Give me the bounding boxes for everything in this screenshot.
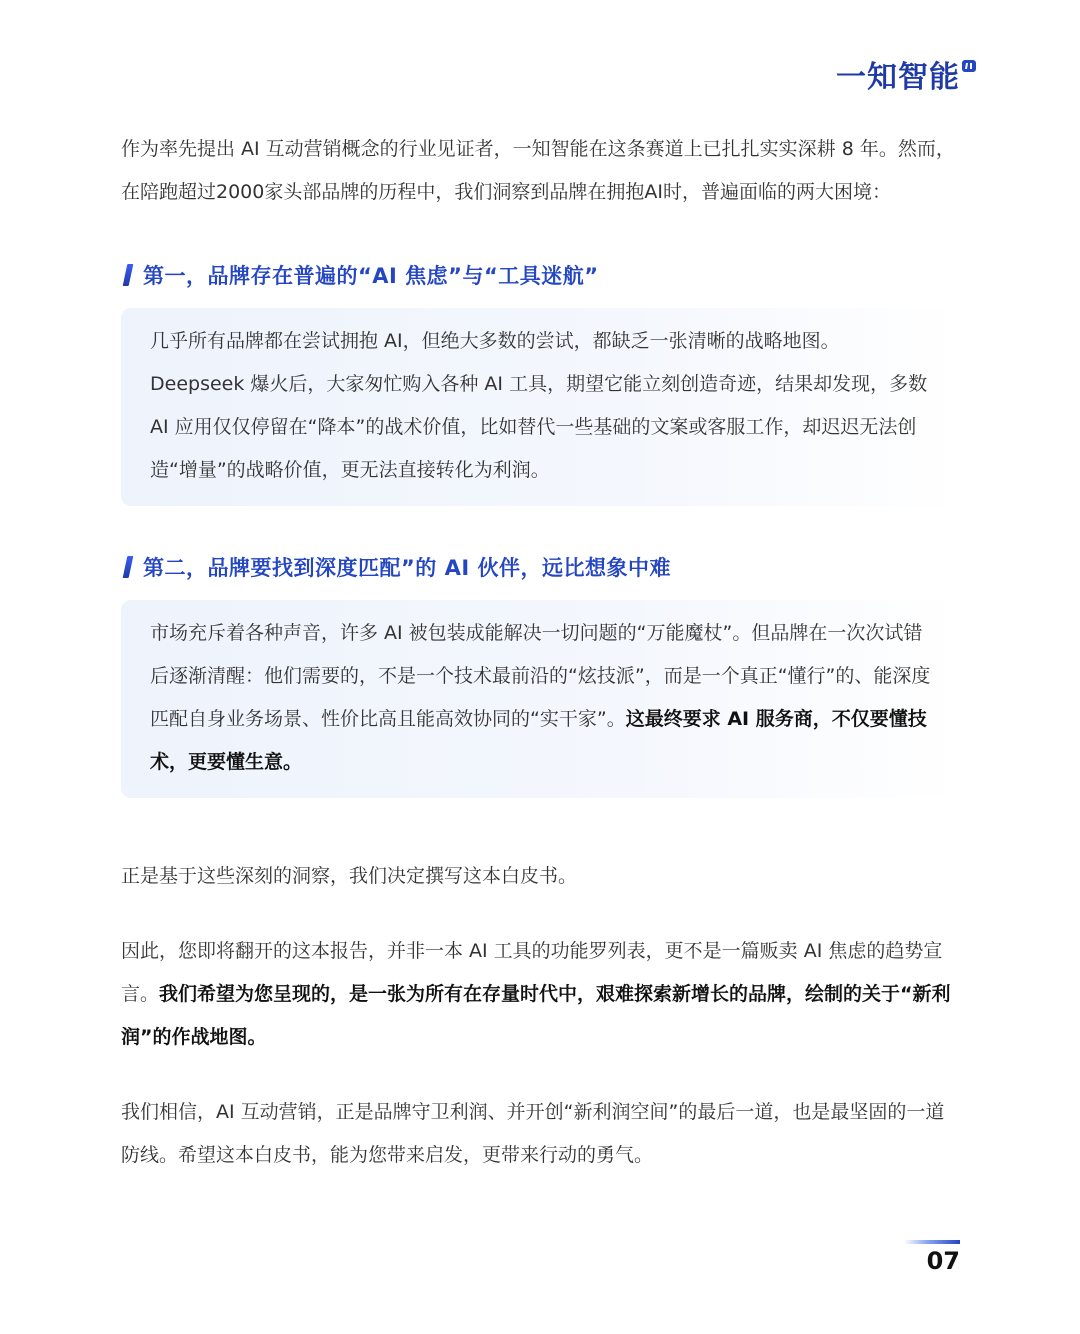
heading-accent-bar bbox=[123, 264, 134, 286]
brand-logo bbox=[836, 58, 976, 98]
section-heading-1 bbox=[121, 260, 961, 290]
heading-accent-bar bbox=[123, 556, 134, 578]
closing-paragraph-2 bbox=[121, 930, 961, 1059]
section-body-1: 几乎所有品牌都在尝试拥抱 AI，但绝大多数的尝试，都缺乏一张清晰的战略地图。Deepseek 爆火后，大家匆忙购入各种 AI 工具，期望它能立刻创造奇迹，结果却发现，多数 AI 应用仅仅停留在“降本”的战术价值，比如替代一些基础的文案或客服工作，却迟迟无法创造“增量”的战略价值，更无法直接转化为利润。 bbox=[150, 330, 928, 481]
section-body-2 bbox=[150, 612, 931, 784]
closing-paragraph-2-text: 因此，您即将翻开的这本报告，并非一本 AI 工具的功能罗列表，更不是一篇贩卖 AI 焦虑的趋势宣言。 bbox=[121, 940, 943, 1005]
closing-paragraph-3: 我们相信，AI 互动营销，正是品牌守卫利润、并开创“新利润空间”的最后一道，也是最坚固的一道防线。希望这本白皮书，能为您带来启发，更带来行动的勇气。 bbox=[121, 1101, 945, 1166]
page-number-accent-line bbox=[904, 1240, 960, 1244]
section-title-1: 第一，品牌存在普遍的“AI 焦虑”与“工具迷航” bbox=[143, 264, 599, 288]
page-content bbox=[121, 128, 961, 1177]
closing-paragraph-2-bold: 我们希望为您呈现的，是一张为所有在存量时代中，艰难探索新增长的品牌，绘制的关于“新利润”的作战地图。 bbox=[121, 983, 951, 1048]
logo-text: 一知智能 bbox=[836, 60, 960, 95]
section-card-1 bbox=[121, 308, 961, 506]
section-card-2 bbox=[121, 600, 961, 798]
closing-paragraph-1: 正是基于这些深刻的洞察，我们决定撰写这本白皮书。 bbox=[121, 865, 578, 887]
logo-mark-icon bbox=[962, 60, 976, 72]
section-heading-2 bbox=[121, 552, 961, 582]
intro-paragraph: 作为率先提出 AI 互动营销概念的行业见证者，一知智能在这条赛道上已扎扎实实深耕 8 年。然而，在陪跑超过2000家头部品牌的历程中，我们洞察到品牌在拥抱AI时，普遍面临的两大困境： bbox=[121, 138, 955, 203]
section-body-2-text: 市场充斥着各种声音，许多 AI 被包装成能解决一切问题的“万能魔杖”。但品牌在一次次试错后逐渐清醒：他们需要的，不是一个技术最前沿的“炫技派”，而是一个真正“懂行”的、能深度匹配自身业务场景、性价比高且能高效协同的“实干家”。 bbox=[150, 622, 931, 730]
section-title-2: 第二，品牌要找到深度匹配”的 AI 伙伴，远比想象中难 bbox=[143, 556, 671, 580]
page-number-block bbox=[904, 1240, 960, 1275]
page-number: 07 bbox=[926, 1247, 960, 1275]
section-body-2-bold: 这最终要求 AI 服务商，不仅要懂技术，更要懂生意。 bbox=[150, 708, 927, 773]
